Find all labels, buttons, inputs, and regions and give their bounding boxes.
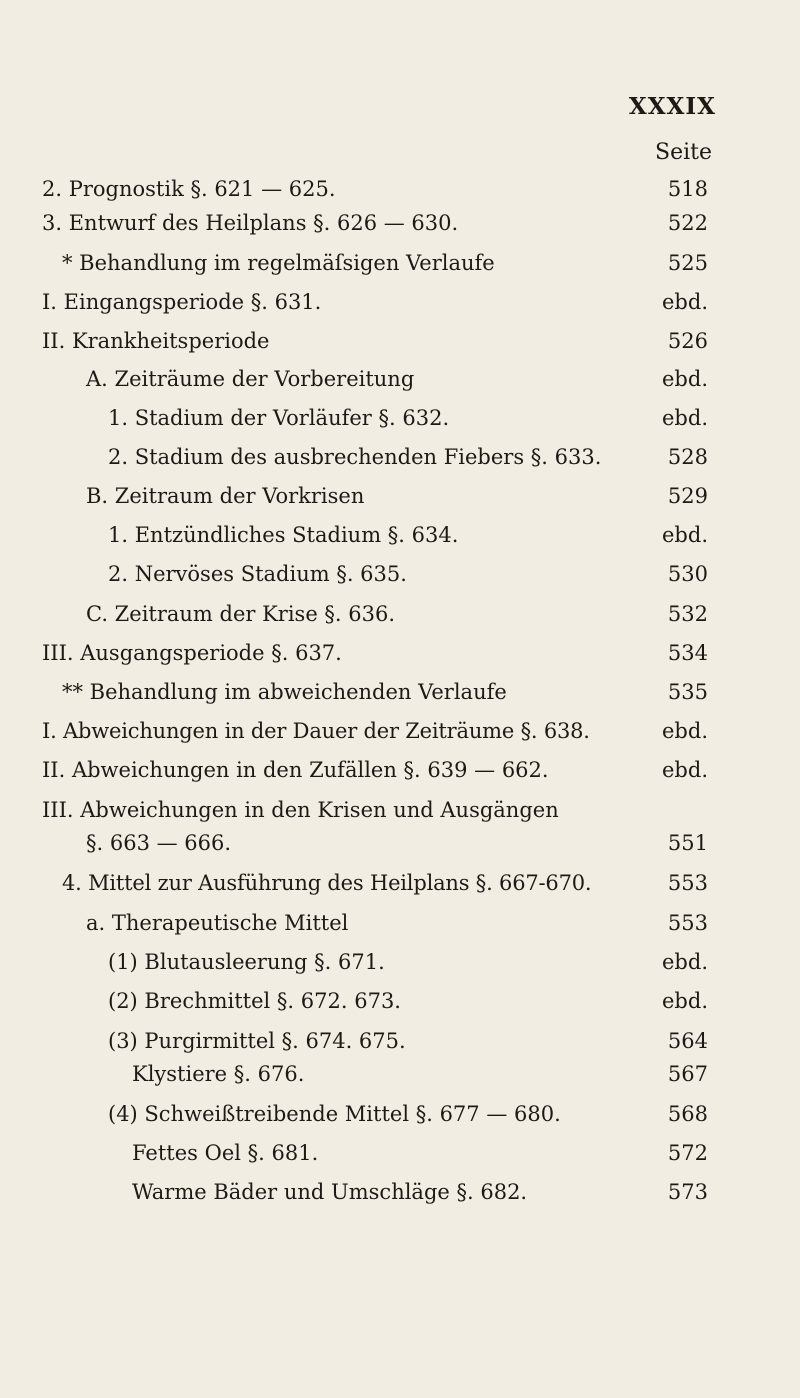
toc-entry-text: (2) Brechmittel §. 672. 673. xyxy=(108,989,401,1013)
toc-entry xyxy=(0,714,800,748)
toc-entry xyxy=(0,479,800,513)
toc-entry-page: 572 xyxy=(667,1141,708,1165)
page-column-heading: Seite xyxy=(655,140,712,165)
toc-entry xyxy=(0,362,800,396)
toc-entry xyxy=(0,675,800,709)
toc-entry xyxy=(0,753,800,787)
toc-entry-page: ebd. xyxy=(662,406,708,430)
toc-entry-text: II. Abweichungen in den Zufällen §. 639 — 662. xyxy=(42,758,549,782)
toc-entry xyxy=(0,1136,800,1170)
toc-entry-page: ebd. xyxy=(662,950,708,974)
toc-entry-page: 528 xyxy=(667,445,708,469)
toc-entry xyxy=(0,1097,800,1131)
toc-entry-text: I. Abweichungen in der Dauer der Zeiträume §. 638. xyxy=(42,719,590,743)
toc-entry-text: 1. Entzündliches Stadium §. 634. xyxy=(108,523,459,547)
toc-entry-page: 532 xyxy=(667,602,708,626)
toc-entry-text: a. Therapeutische Mittel xyxy=(86,911,349,935)
toc-entry xyxy=(0,557,800,591)
toc-entry-page: 553 xyxy=(667,911,708,935)
toc-entry-text: §. 663 — 666. xyxy=(86,831,232,855)
toc-entry xyxy=(0,866,800,900)
toc-entry-page: 534 xyxy=(667,641,708,665)
toc-entry-page: 526 xyxy=(667,329,708,353)
toc-entry-page: 529 xyxy=(667,484,708,508)
toc-entry-page: ebd. xyxy=(662,758,708,782)
toc-entry-text: 1. Stadium der Vorläufer §. 632. xyxy=(108,406,450,430)
toc-entry-text: * Behandlung im regelmäſsigen Verlaufe xyxy=(62,251,495,275)
toc-entry-page: ebd. xyxy=(662,290,708,314)
toc-entry xyxy=(0,246,800,280)
toc-entry xyxy=(0,172,800,206)
toc-entry xyxy=(0,285,800,319)
toc-entry-text: Fettes Oel §. 681. xyxy=(132,1141,319,1165)
toc-entry xyxy=(0,636,800,670)
toc-entry xyxy=(0,1057,800,1091)
toc-entry-page: 568 xyxy=(667,1102,708,1126)
toc-entry xyxy=(0,440,800,474)
toc-entry-text: 3. Entwurf des Heilplans §. 626 — 630. xyxy=(42,211,459,235)
toc-entry-text: 2. Stadium des ausbrechenden Fiebers §. 633. xyxy=(108,445,602,469)
toc-entry xyxy=(0,597,800,631)
toc-entry-text: Warme Bäder und Umschläge §. 682. xyxy=(132,1180,528,1204)
toc-entry xyxy=(0,945,800,979)
toc-entry-text: (3) Purgirmittel §. 674. 675. xyxy=(108,1029,406,1053)
page-number: XXXIX xyxy=(628,93,716,120)
toc-entry-text: ** Behandlung im abweichenden Verlaufe xyxy=(62,680,507,704)
toc-entry xyxy=(0,984,800,1018)
toc-entry xyxy=(0,401,800,435)
toc-entry xyxy=(0,1175,800,1209)
toc-entry-page: 525 xyxy=(667,251,708,275)
toc-entry-text: III. Abweichungen in den Krisen und Ausgängen xyxy=(42,798,559,822)
toc-entry-text: (1) Blutausleerung §. 671. xyxy=(108,950,385,974)
toc-entry-text: C. Zeitraum der Krise §. 636. xyxy=(86,602,396,626)
toc-entry-text: I. Eingangsperiode §. 631. xyxy=(42,290,322,314)
toc-entry-text: 4. Mittel zur Ausführung des Heilplans §. 667-670. xyxy=(62,871,592,895)
toc-entry-page: 564 xyxy=(667,1029,708,1053)
toc-entry-page: 567 xyxy=(667,1062,708,1086)
toc-entry-page: 530 xyxy=(667,562,708,586)
toc-entry-page: 518 xyxy=(667,177,708,201)
toc-entry-text: Klystiere §. 676. xyxy=(132,1062,305,1086)
toc-entry-text: 2. Nervöses Stadium §. 635. xyxy=(108,562,407,586)
toc-entry-text: A. Zeiträume der Vorbereitung xyxy=(86,367,415,391)
toc-entry-page: ebd. xyxy=(662,719,708,743)
toc-entry-text: II. Krankheitsperiode xyxy=(42,329,270,353)
toc-entry xyxy=(0,906,800,940)
toc-entry xyxy=(0,518,800,552)
toc-entry-text: 2. Prognostik §. 621 — 625. xyxy=(42,177,336,201)
toc-entry-text: (4) Schweißtreibende Mittel §. 677 — 680. xyxy=(108,1102,561,1126)
toc-entry xyxy=(0,826,800,860)
toc-entry-page: 553 xyxy=(667,871,708,895)
toc-entry xyxy=(0,206,800,240)
toc-entry-page: ebd. xyxy=(662,367,708,391)
toc-entry-page: ebd. xyxy=(662,523,708,547)
toc-entry xyxy=(0,793,800,827)
toc-entry-page: ebd. xyxy=(662,989,708,1013)
toc-entry-page: 535 xyxy=(667,680,708,704)
toc-entry-page: 522 xyxy=(667,211,708,235)
toc-entry-text: III. Ausgangsperiode §. 637. xyxy=(42,641,342,665)
toc-entry-text: B. Zeitraum der Vorkrisen xyxy=(86,484,365,508)
toc-entry xyxy=(0,324,800,358)
toc-entry-page: 573 xyxy=(667,1180,708,1204)
toc-entry xyxy=(0,1024,800,1058)
toc-entry-page: 551 xyxy=(667,831,708,855)
